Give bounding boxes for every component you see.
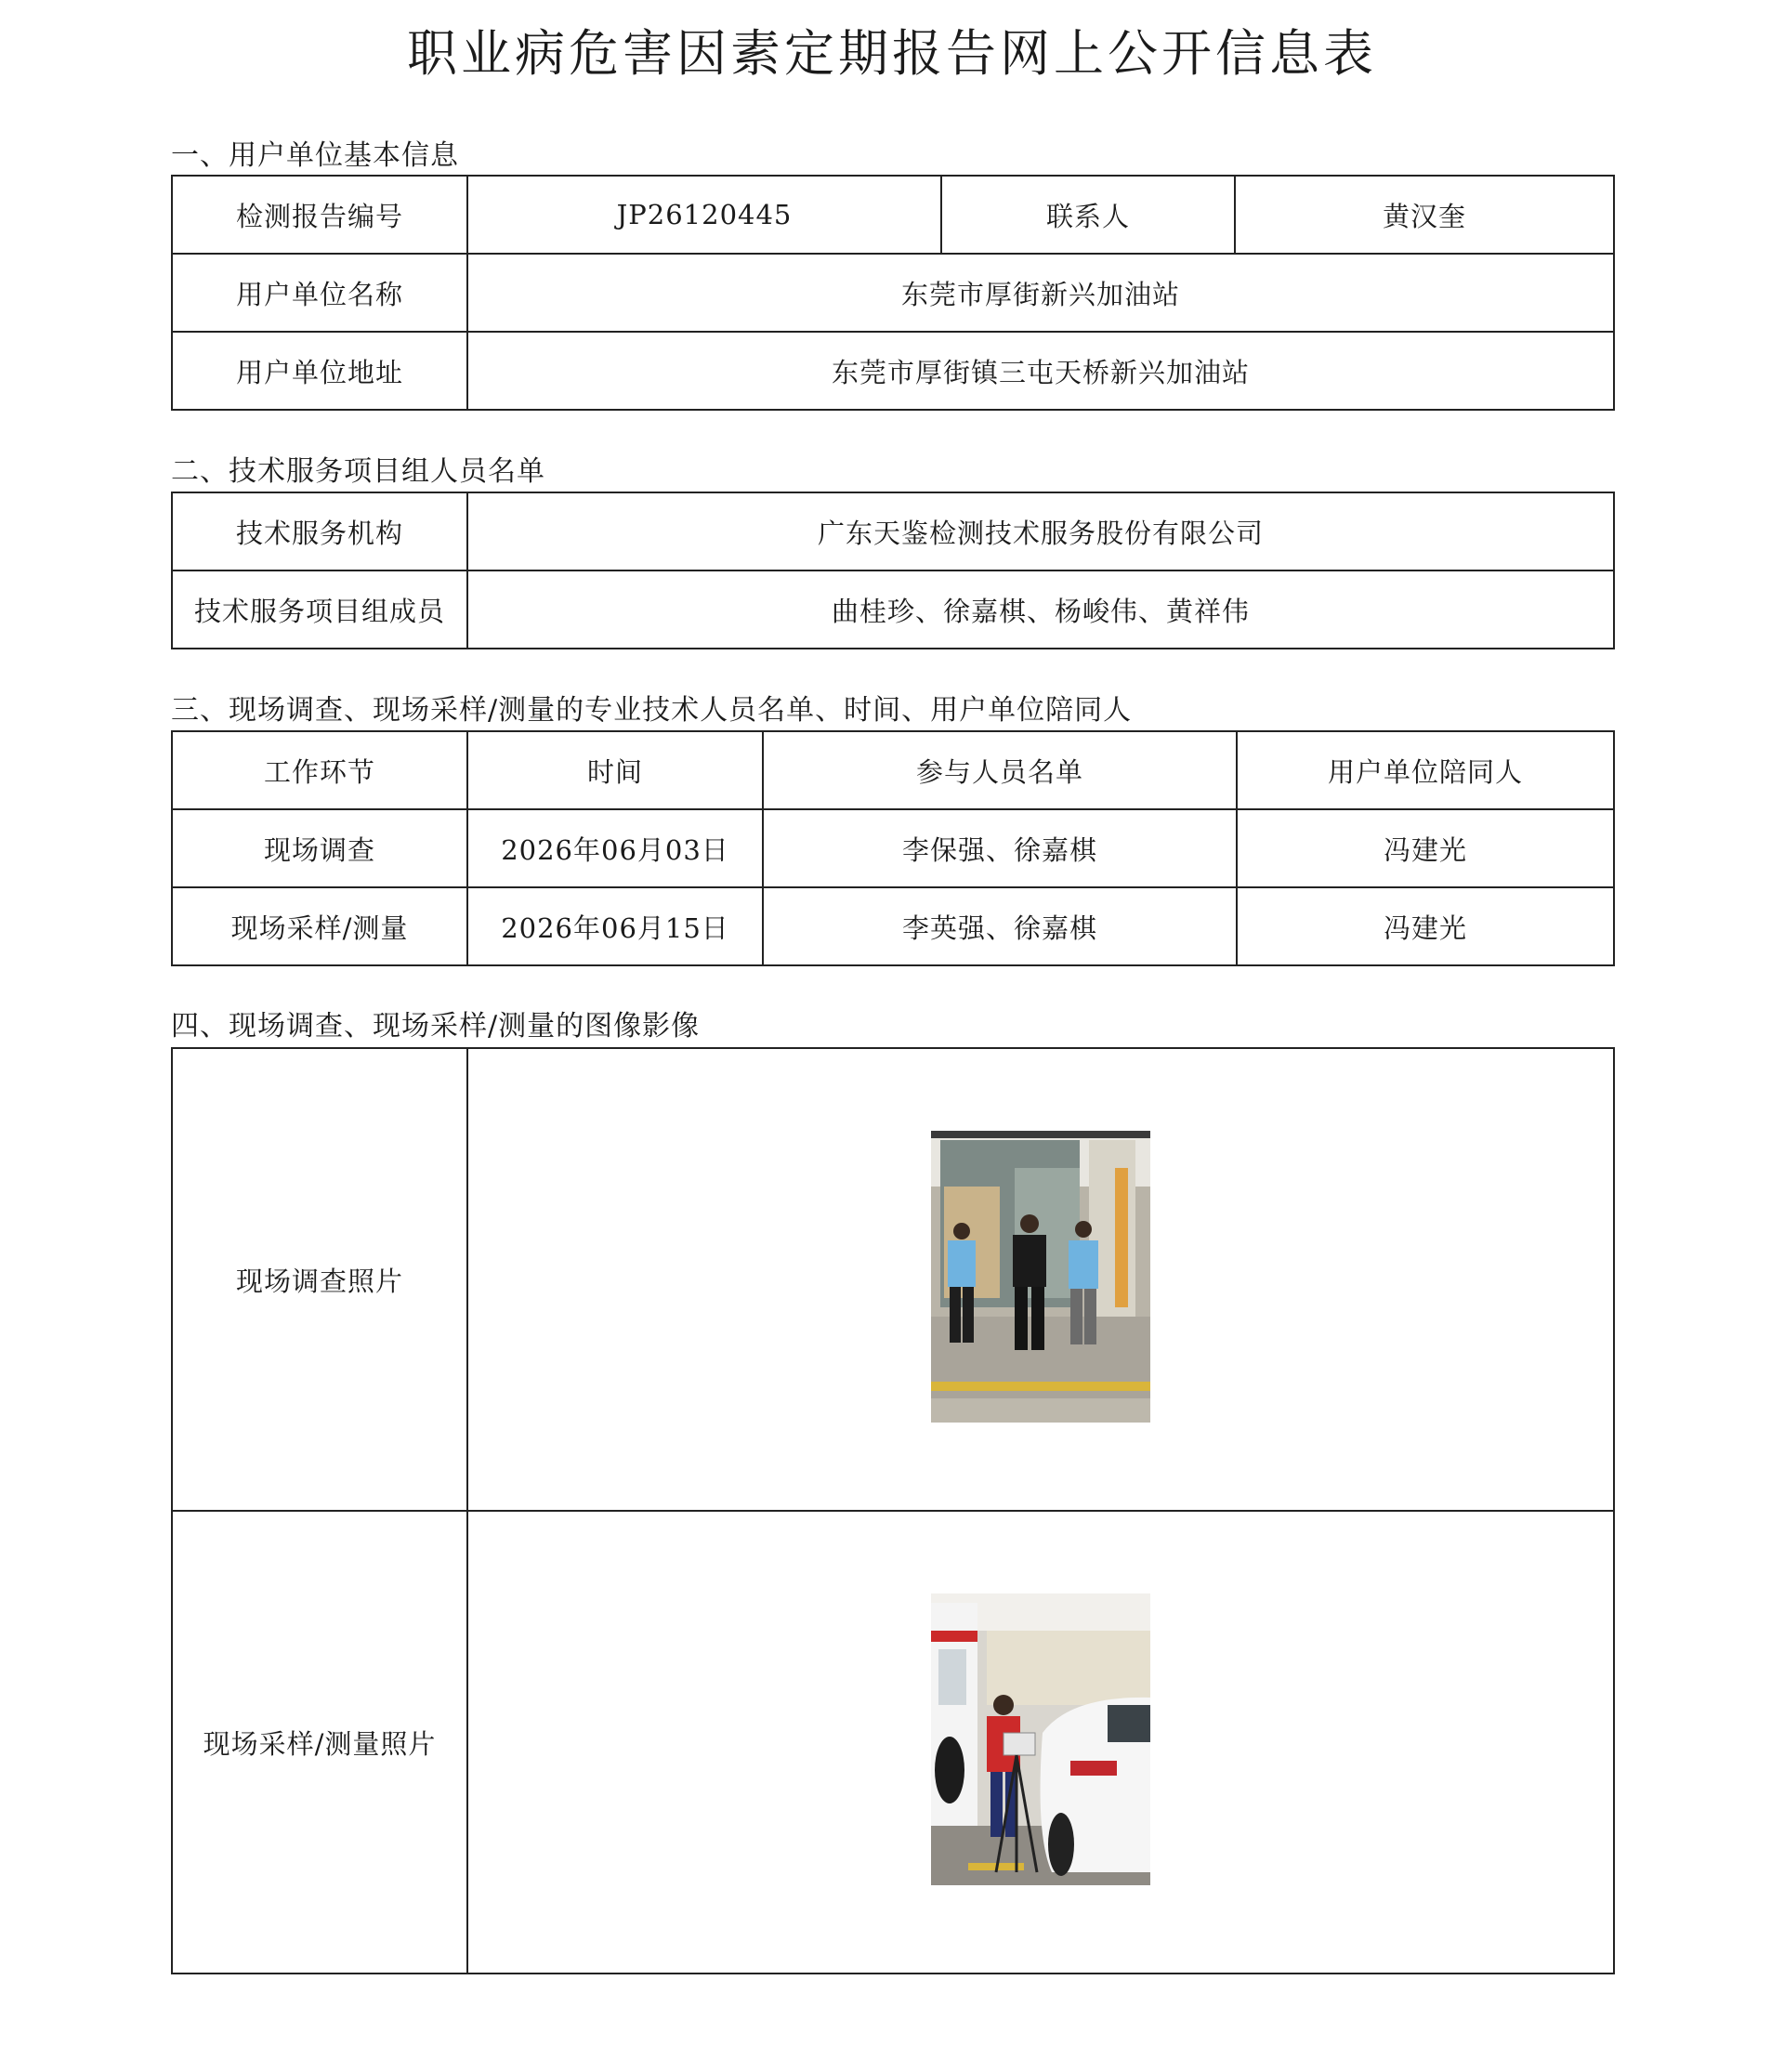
column-header: 用户单位陪同人 xyxy=(1237,731,1614,809)
table-row xyxy=(172,332,1614,410)
table-row xyxy=(172,1511,1614,1974)
sampling-photo-cell xyxy=(467,1511,1614,1974)
column-header: 时间 xyxy=(467,731,763,809)
unit-addr-label: 用户单位地址 xyxy=(172,332,467,410)
org-label: 技术服务机构 xyxy=(172,492,467,570)
unit-addr-value: 东莞市厚街镇三屯天桥新兴加油站 xyxy=(467,332,1614,410)
companion-cell: 冯建光 xyxy=(1237,887,1614,965)
section-1-heading: 一、用户单位基本信息 xyxy=(171,139,459,172)
sampling-photo-label: 现场采样/测量照片 xyxy=(172,1511,467,1974)
survey-photo-label: 现场调查照片 xyxy=(172,1048,467,1511)
section-4-heading: 四、现场调查、现场采样/测量的图像影像 xyxy=(171,1010,701,1043)
column-header: 参与人员名单 xyxy=(763,731,1237,809)
table-row xyxy=(172,570,1614,649)
table-row xyxy=(172,492,1614,570)
team-table xyxy=(171,492,1615,649)
participants-cell: 李英强、徐嘉棋 xyxy=(763,887,1237,965)
table-row xyxy=(172,1048,1614,1511)
survey-photo xyxy=(931,1131,1150,1423)
companion-cell: 冯建光 xyxy=(1237,809,1614,887)
table-row xyxy=(172,809,1614,887)
org-value: 广东天鉴检测技术服务股份有限公司 xyxy=(467,492,1614,570)
column-header: 工作环节 xyxy=(172,731,467,809)
stage-cell: 现场采样/测量 xyxy=(172,887,467,965)
table-row xyxy=(172,887,1614,965)
page-title: 职业病危害因素定期报告网上公开信息表 xyxy=(407,24,1377,83)
members-label: 技术服务项目组成员 xyxy=(172,570,467,649)
date-cell: 2026年06月15日 xyxy=(467,887,763,965)
report-no-label: 检测报告编号 xyxy=(172,176,467,254)
table-row xyxy=(172,176,1614,254)
section-2-heading: 二、技术服务项目组人员名单 xyxy=(171,455,545,488)
schedule-table xyxy=(171,730,1615,966)
participants-cell: 李保强、徐嘉棋 xyxy=(763,809,1237,887)
photo-table xyxy=(171,1047,1615,1974)
report-no-value: JP26120445 xyxy=(467,176,941,254)
contact-value: 黄汉奎 xyxy=(1235,176,1614,254)
survey-photo-cell xyxy=(467,1048,1614,1511)
basic-info-table xyxy=(171,175,1615,411)
members-value: 曲桂珍、徐嘉棋、杨峻伟、黄祥伟 xyxy=(467,570,1614,649)
sampling-photo xyxy=(931,1593,1150,1885)
table-row xyxy=(172,254,1614,332)
table-header-row xyxy=(172,731,1614,809)
stage-cell: 现场调查 xyxy=(172,809,467,887)
unit-name-value: 东莞市厚街新兴加油站 xyxy=(467,254,1614,332)
date-cell: 2026年06月03日 xyxy=(467,809,763,887)
unit-name-label: 用户单位名称 xyxy=(172,254,467,332)
contact-label: 联系人 xyxy=(941,176,1235,254)
section-3-heading: 三、现场调查、现场采样/测量的专业技术人员名单、时间、用户单位陪同人 xyxy=(171,694,1133,727)
